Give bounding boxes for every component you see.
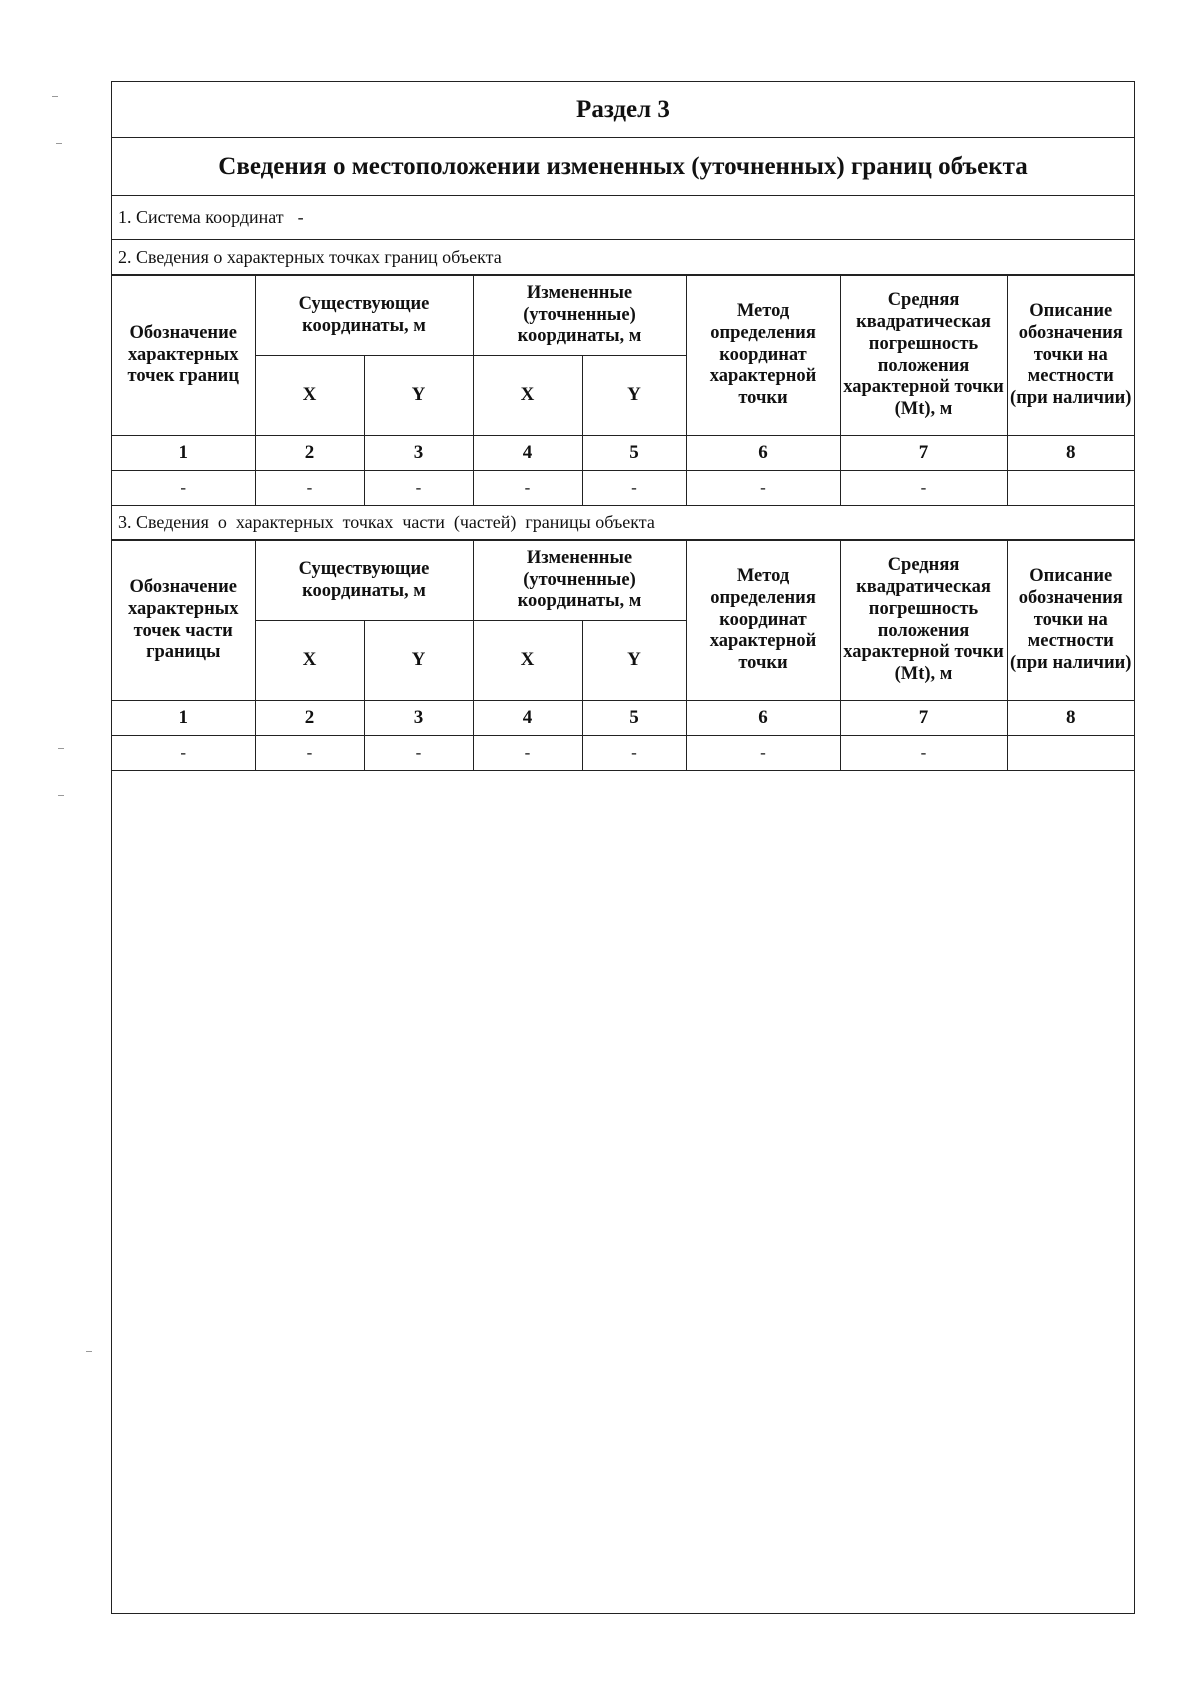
table-cell: -: [112, 471, 255, 506]
coord-system-value: -: [297, 207, 304, 227]
table2-caption: [112, 505, 1134, 540]
column-number: 8: [1007, 701, 1134, 736]
col-header-changed-coords: Измененные (уточненные) координаты, м: [473, 276, 686, 356]
col-header-description: Описание обозначения точки на местности (при наличии): [1007, 276, 1134, 436]
scan-mark: [58, 795, 64, 796]
scan-mark: [56, 143, 62, 144]
table-cell: [1007, 471, 1134, 506]
column-number: 4: [473, 436, 582, 471]
table-cell: -: [686, 471, 840, 506]
table-cell: -: [582, 471, 686, 506]
col-header-existing-x: X: [255, 621, 364, 701]
col-header-changed-y: Y: [582, 356, 686, 436]
column-number: 5: [582, 436, 686, 471]
col-header-existing-coords: Существующие координаты, м: [255, 541, 473, 621]
column-number: 7: [840, 436, 1007, 471]
table-cell: -: [112, 736, 255, 771]
table-cell: -: [582, 736, 686, 771]
table-cell: -: [840, 736, 1007, 771]
table-cell: [1007, 736, 1134, 771]
table-row: [112, 471, 1134, 506]
column-number: 3: [364, 436, 473, 471]
col-header-point-id: Обозначение характерных точек части границы: [112, 541, 255, 701]
points-table: [112, 275, 1134, 506]
table-cell: -: [840, 471, 1007, 506]
table2-caption-text: 3. Сведения о характерных точках части (частей) границы объекта: [118, 511, 655, 532]
table-cell: -: [255, 736, 364, 771]
table-cell: -: [364, 736, 473, 771]
column-number: 4: [473, 701, 582, 736]
table-row: [112, 736, 1134, 771]
scan-mark: [52, 96, 58, 97]
document-frame: [111, 81, 1135, 1614]
col-header-existing-y: Y: [364, 356, 473, 436]
column-numbers-row: [112, 701, 1134, 736]
column-number: 6: [686, 701, 840, 736]
column-number: 1: [112, 436, 255, 471]
section-title: Раздел 3: [112, 82, 1134, 138]
col-header-existing-x: X: [255, 356, 364, 436]
column-number: 5: [582, 701, 686, 736]
column-number: 3: [364, 701, 473, 736]
coord-system-label: 1. Система координат: [118, 207, 284, 227]
col-header-method: Метод определения координат характерной точки: [686, 276, 840, 436]
column-number: 8: [1007, 436, 1134, 471]
coord-system-row: [112, 196, 1134, 240]
col-header-error: Средняя квадратическая погрешность положения характерной точки (Mt), м: [840, 541, 1007, 701]
col-header-description: Описание обозначения точки на местности (при наличии): [1007, 541, 1134, 701]
column-number: 1: [112, 701, 255, 736]
column-number: 7: [840, 701, 1007, 736]
column-number: 2: [255, 701, 364, 736]
table-cell: -: [686, 736, 840, 771]
part-points-table: [112, 540, 1134, 771]
col-header-method: Метод определения координат характерной точки: [686, 541, 840, 701]
scan-mark: [86, 1351, 92, 1352]
table1-caption-text: 2. Сведения о характерных точках границ объекта: [118, 246, 502, 267]
table-cell: -: [255, 471, 364, 506]
section-subtitle: Сведения о местоположении измененных (уточненных) границ объекта: [112, 138, 1134, 196]
column-number: 6: [686, 436, 840, 471]
col-header-changed-x: X: [473, 621, 582, 701]
table1-caption: [112, 240, 1134, 275]
column-number: 2: [255, 436, 364, 471]
col-header-error: Средняя квадратическая погрешность положения характерной точки (Mt), м: [840, 276, 1007, 436]
col-header-existing-y: Y: [364, 621, 473, 701]
table-cell: -: [473, 736, 582, 771]
col-header-changed-y: Y: [582, 621, 686, 701]
column-numbers-row: [112, 436, 1134, 471]
col-header-changed-coords: Измененные (уточненные) координаты, м: [473, 541, 686, 621]
table-cell: -: [364, 471, 473, 506]
table-cell: -: [473, 471, 582, 506]
scan-mark: [58, 748, 64, 749]
col-header-point-id: Обозначение характерных точек границ: [112, 276, 255, 436]
col-header-changed-x: X: [473, 356, 582, 436]
col-header-existing-coords: Существующие координаты, м: [255, 276, 473, 356]
